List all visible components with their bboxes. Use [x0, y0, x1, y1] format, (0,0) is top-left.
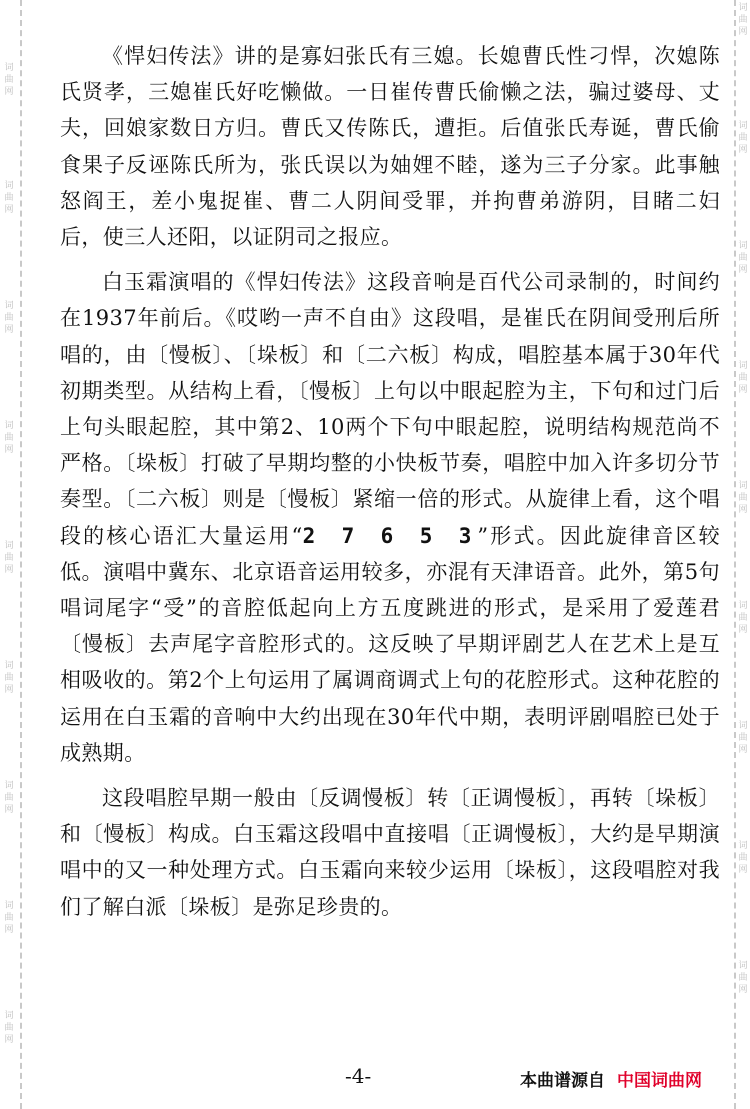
- jianpu-notation: 2 7 6 5 3: [302, 523, 478, 548]
- watermark: 词曲网: [4, 541, 14, 575]
- source-credit: [520, 1066, 702, 1091]
- watermark: 词曲网: [4, 781, 14, 815]
- page-footer: [0, 1060, 750, 1100]
- paragraph-conclusion: 这段唱腔早期一般由〔反调慢板〕转〔正调慢板〕，再转〔垛板〕和〔慢板〕构成。白玉霜这段唱中直接唱〔正调慢板〕，大约是早期演唱中的又一种处理方式。白玉霜向来较少运用〔垛板〕，这段唱腔对我们了解白派〔垛板〕是弥足珍贵的。: [60, 786, 720, 919]
- watermark: 词曲网: [4, 1011, 14, 1045]
- watermark: 词曲网: [4, 421, 14, 455]
- analysis-text-before: 白玉霜演唱的《悍妇传法》这段音响是百代公司录制的，时间约在1937年前后。《哎哟一声不自由》这段唱，是崔氏在阴间受刑后所唱的，由〔慢板〕、〔垛板〕和〔二六板〕构成，唱腔基本属于30年代初期类型。从结构上看，〔慢板〕上句以中眼起腔为主，下句和过门后上句头眼起腔，其中第2、10两个下句中眼起腔，说明结构规范尚不严格。〔垛板〕打破了早期均整的小快板节奏，唱腔中加入许多切分节奏型。〔二六板〕则是〔慢板〕紧缩一倍的形式。从旋律上看，这个唱段的核心语汇大量运用“: [60, 270, 720, 548]
- page-number: -4-: [345, 1064, 372, 1088]
- watermark: 词曲网: [4, 661, 14, 695]
- watermark: 词曲网: [738, 241, 748, 275]
- watermark: 词曲网: [738, 961, 748, 995]
- left-watermark-column: [2, 0, 16, 1109]
- paragraph-analysis: [60, 264, 720, 771]
- watermark: 词曲网: [738, 841, 748, 875]
- watermark: 词曲网: [4, 901, 14, 935]
- watermark: 词曲网: [738, 481, 748, 515]
- watermark: 词曲网: [4, 301, 14, 335]
- watermark: 词曲网: [4, 63, 14, 97]
- analysis-text-after: ”形式。因此旋律音区较低。演唱中冀东、北京语音运用较多，亦混有天津语音。此外，第5句唱词尾字“受”的音腔低起向上方五度跳进的形式，是采用了爱莲君〔慢板〕去声尾字音腔形式的。这反映了早期评剧艺人在艺术上是互相吸收的。第2个上句运用了属调商调式上句的花腔形式。这种花腔的运用在白玉霜的音响中大约出现在30年代中期，表明评剧唱腔已处于成熟期。: [60, 523, 720, 765]
- source-site-link[interactable]: 中国词曲网: [617, 1071, 702, 1091]
- right-watermark-column: [736, 0, 750, 1109]
- source-label: 本曲谱源自: [520, 1071, 605, 1091]
- paragraph-synopsis: 《悍妇传法》讲的是寡妇张氏有三媳。长媳曹氏性刁悍，次媳陈氏贤孝，三媳崔氏好吃懒做。一日崔传曹氏偷懒之法，骗过婆母、丈夫，回娘家数日方归。曹氏又传陈氏，遭拒。后值张氏寿诞，曹氏偷食果子反诬陈氏所为，张氏误以为妯娌不睦，遂为三子分家。此事触怒阎王，差小鬼捉崔、曹二人阴间受罪，并拘曹弟游阴，目睹二妇后，使三人还阳，以证阴司之报应。: [60, 44, 720, 250]
- watermark: 词曲网: [4, 181, 14, 215]
- body-text: [60, 38, 720, 934]
- watermark: 词曲网: [738, 721, 748, 755]
- watermark: 词曲网: [738, 3, 748, 37]
- watermark: 词曲网: [738, 121, 748, 155]
- watermark: 词曲网: [738, 601, 748, 635]
- left-dashed-border: [20, 0, 22, 1109]
- watermark: 词曲网: [738, 361, 748, 395]
